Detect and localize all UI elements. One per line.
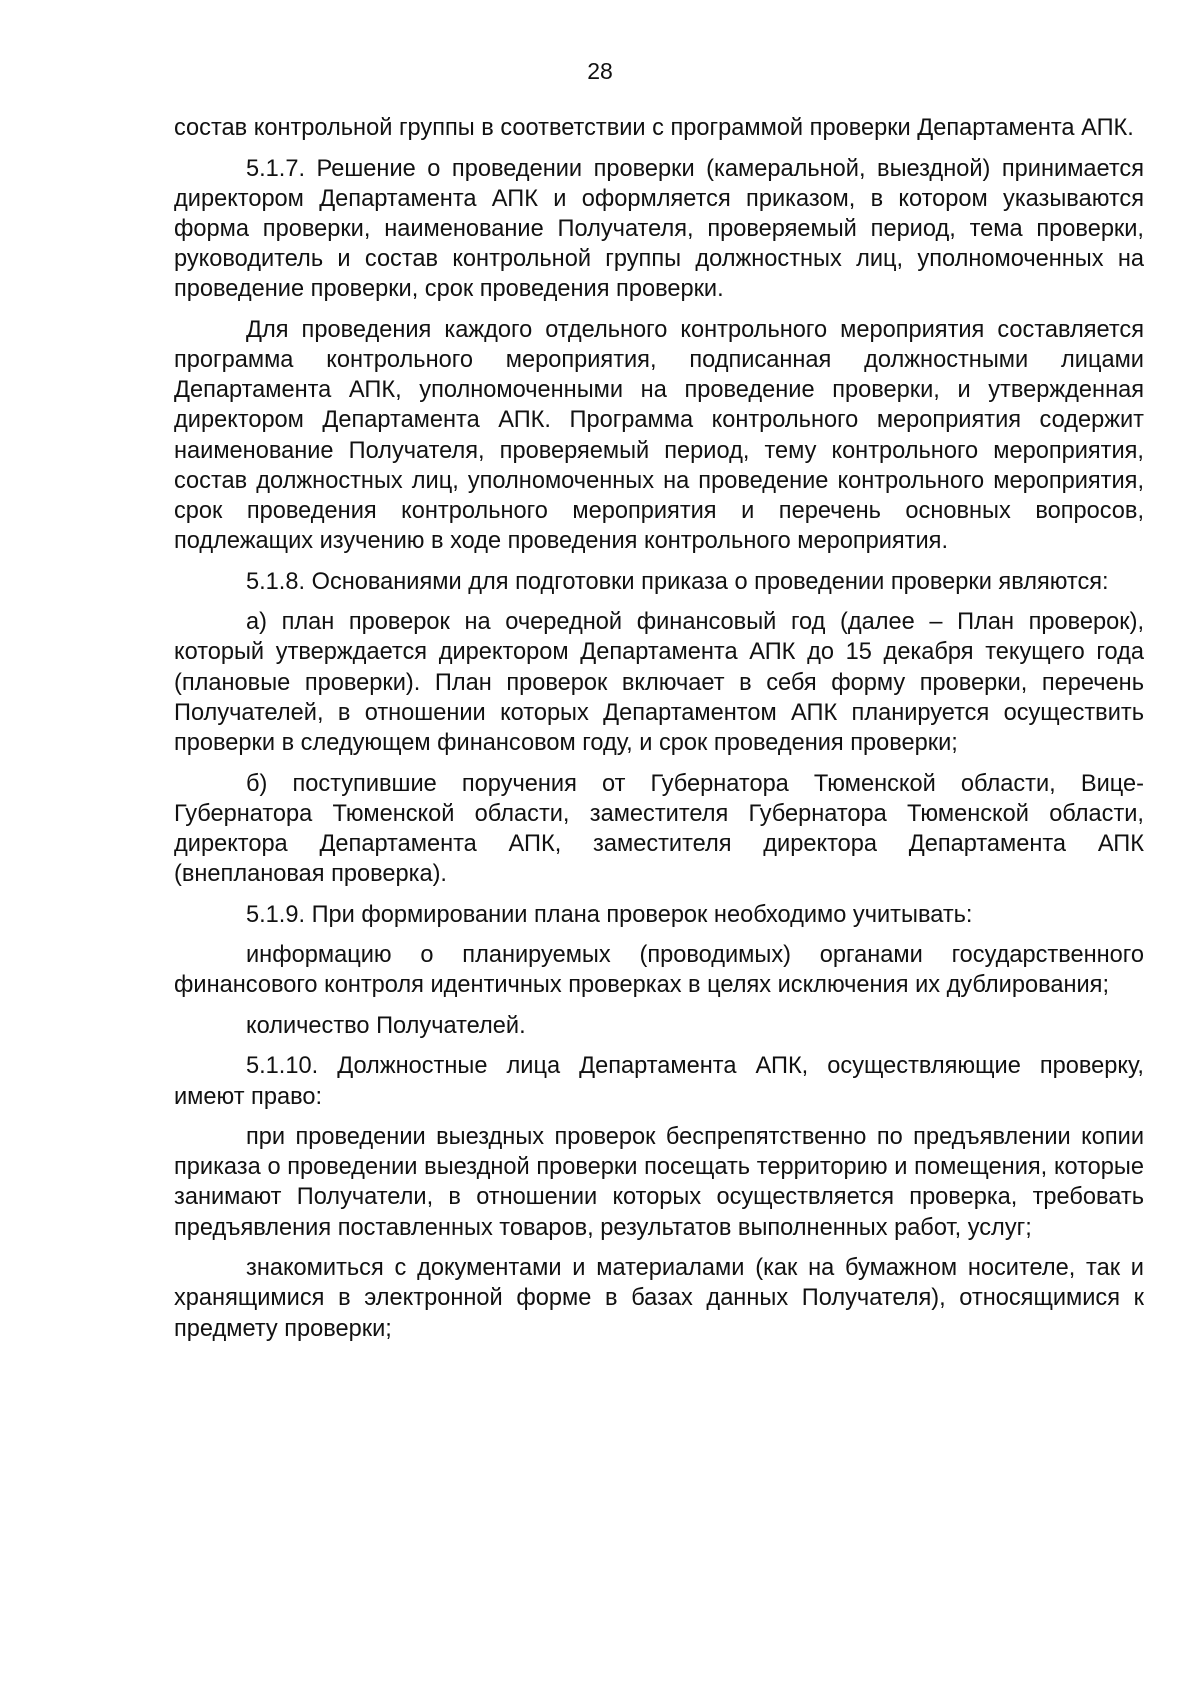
paragraph-recipients-count: количество Получателей.	[246, 1012, 526, 1039]
paragraph-information: информацию о планируемых (проводимых) органами государственного финансового контроля идентичных проверках в целях исключения их дублирования;	[174, 942, 1144, 999]
paragraph-item-a: а) план проверок на очередной финансовый год (далее – План проверок), который утверждается директором Департамента АПК до 15 декабря текущего года (плановые проверки). План проверок включает в себя форму проверки, перечень Получателей, в отношении которых Департаментом АПК планируется осуществить проверки в следующем финансовом году, и срок проведения проверки;	[174, 609, 1144, 757]
paragraph-5-1-8: 5.1.8. Основаниями для подготовки приказа о проведении проверки являются:	[246, 568, 1109, 595]
paragraph-5-1-7: 5.1.7. Решение о проведении проверки (камеральной, выездной) принимается директором Департамента АПК и оформляется приказом, в котором указываются форма проверки, наименование Получателя, проверяемый период, тема проверки, руководитель и состав контрольной группы должностных лиц, уполномоченных на проведение проверки, срок проведения проверки.	[174, 155, 1144, 303]
paragraph-program: Для проведения каждого отдельного контрольного мероприятия составляется программа контрольного мероприятия, подписанная должностными лицами Департамента АПК, уполномоченными на проведение проверки, и утвержденная директором Департамента АПК. Программа контрольного мероприятия содержит наименование Получателя, проверяемый период, тему контрольного мероприятия, состав должностных лиц, уполномоченных на проведение контрольного мероприятия, срок проведения контрольного мероприятия и перечень основных вопросов, подлежащих изучению в ходе проведения контрольного мероприятия.	[174, 316, 1144, 555]
page-number: 28	[587, 58, 613, 84]
paragraph-item-b: б) поступившие поручения от Губернатора Тюменской области, Вице-Губернатора Тюменской области, заместителя Губернатора Тюменской области, директора Департамента АПК, заместителя директора Департамента АПК (внеплановая проверка).	[174, 770, 1144, 888]
paragraph-right-visit: при проведении выездных проверок беспрепятственно по предъявлении копии приказа о проведении выездной проверки посещать территорию и помещения, которые занимают Получатели, в отношении которых осуществляется проверка, требовать предъявления поставленных товаров, результатов выполненных работ, услуг;	[174, 1124, 1144, 1241]
paragraph-5-1-10: 5.1.10. Должностные лица Департамента АПК, осуществляющие проверку, имеют право:	[174, 1053, 1144, 1110]
paragraph-continuation: состав контрольной группы в соответствии с программой проверки Департамента АПК.	[174, 115, 1134, 141]
document-body	[174, 113, 1144, 1354]
paragraph-right-documents: знакомиться с документами и материалами (как на бумажном носителе, так и хранящимися в электронной форме в базах данных Получателя), относящимися к предмету проверки;	[174, 1255, 1144, 1342]
paragraph-5-1-9: 5.1.9. При формировании плана проверок необходимо учитывать:	[246, 901, 973, 928]
